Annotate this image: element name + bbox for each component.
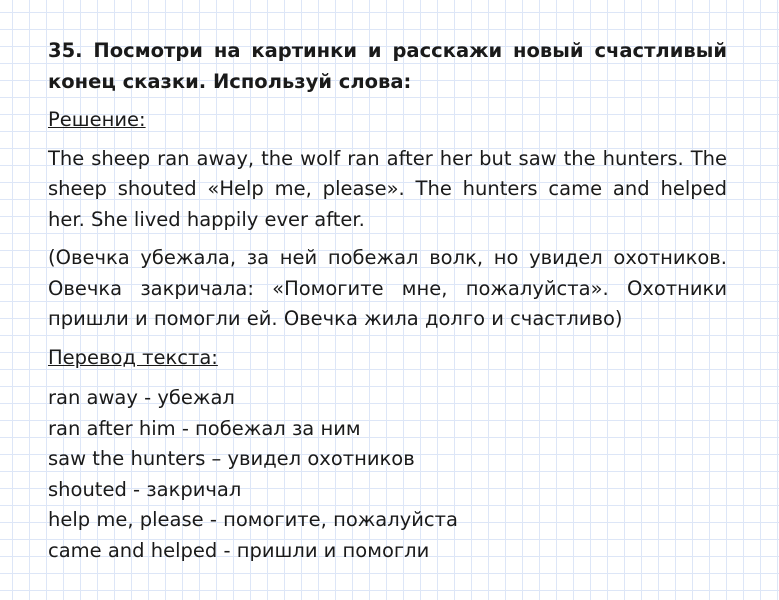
vocabulary-item: shouted - закричал	[48, 477, 242, 501]
vocabulary-item: help me, please - помогите, пожалуйста	[48, 508, 458, 531]
vocabulary-item: ran away - убежал	[48, 386, 235, 409]
vocabulary-list	[48, 383, 727, 566]
english-text: The sheep ran away, the wolf ran after her but saw the hunters. The sheep shouted «Help me, please». The hunters came and helped her. She lived happily ever after.	[48, 146, 727, 231]
translation-label: Перевод текста:	[48, 345, 218, 369]
exercise-title: 35. Посмотри на картинки и расскажи новый счастливый конец сказки. Используй слова:	[48, 39, 727, 93]
vocabulary-item: saw the hunters – увидел охотников	[48, 447, 415, 470]
document	[48, 36, 727, 566]
vocabulary-item: came and helped - пришли и помогли	[48, 538, 430, 562]
vocabulary-item: ran after him - побежал за ним	[48, 416, 361, 440]
russian-translation: (Овечка убежала, за ней побежал волк, но увидел охотников. Овечка закричала: «Помогите мне, пожалуйста». Охотники пришли и помогли ей. Овечка жила долго и счастливо)	[48, 246, 727, 330]
solution-label: Решение:	[48, 108, 146, 131]
